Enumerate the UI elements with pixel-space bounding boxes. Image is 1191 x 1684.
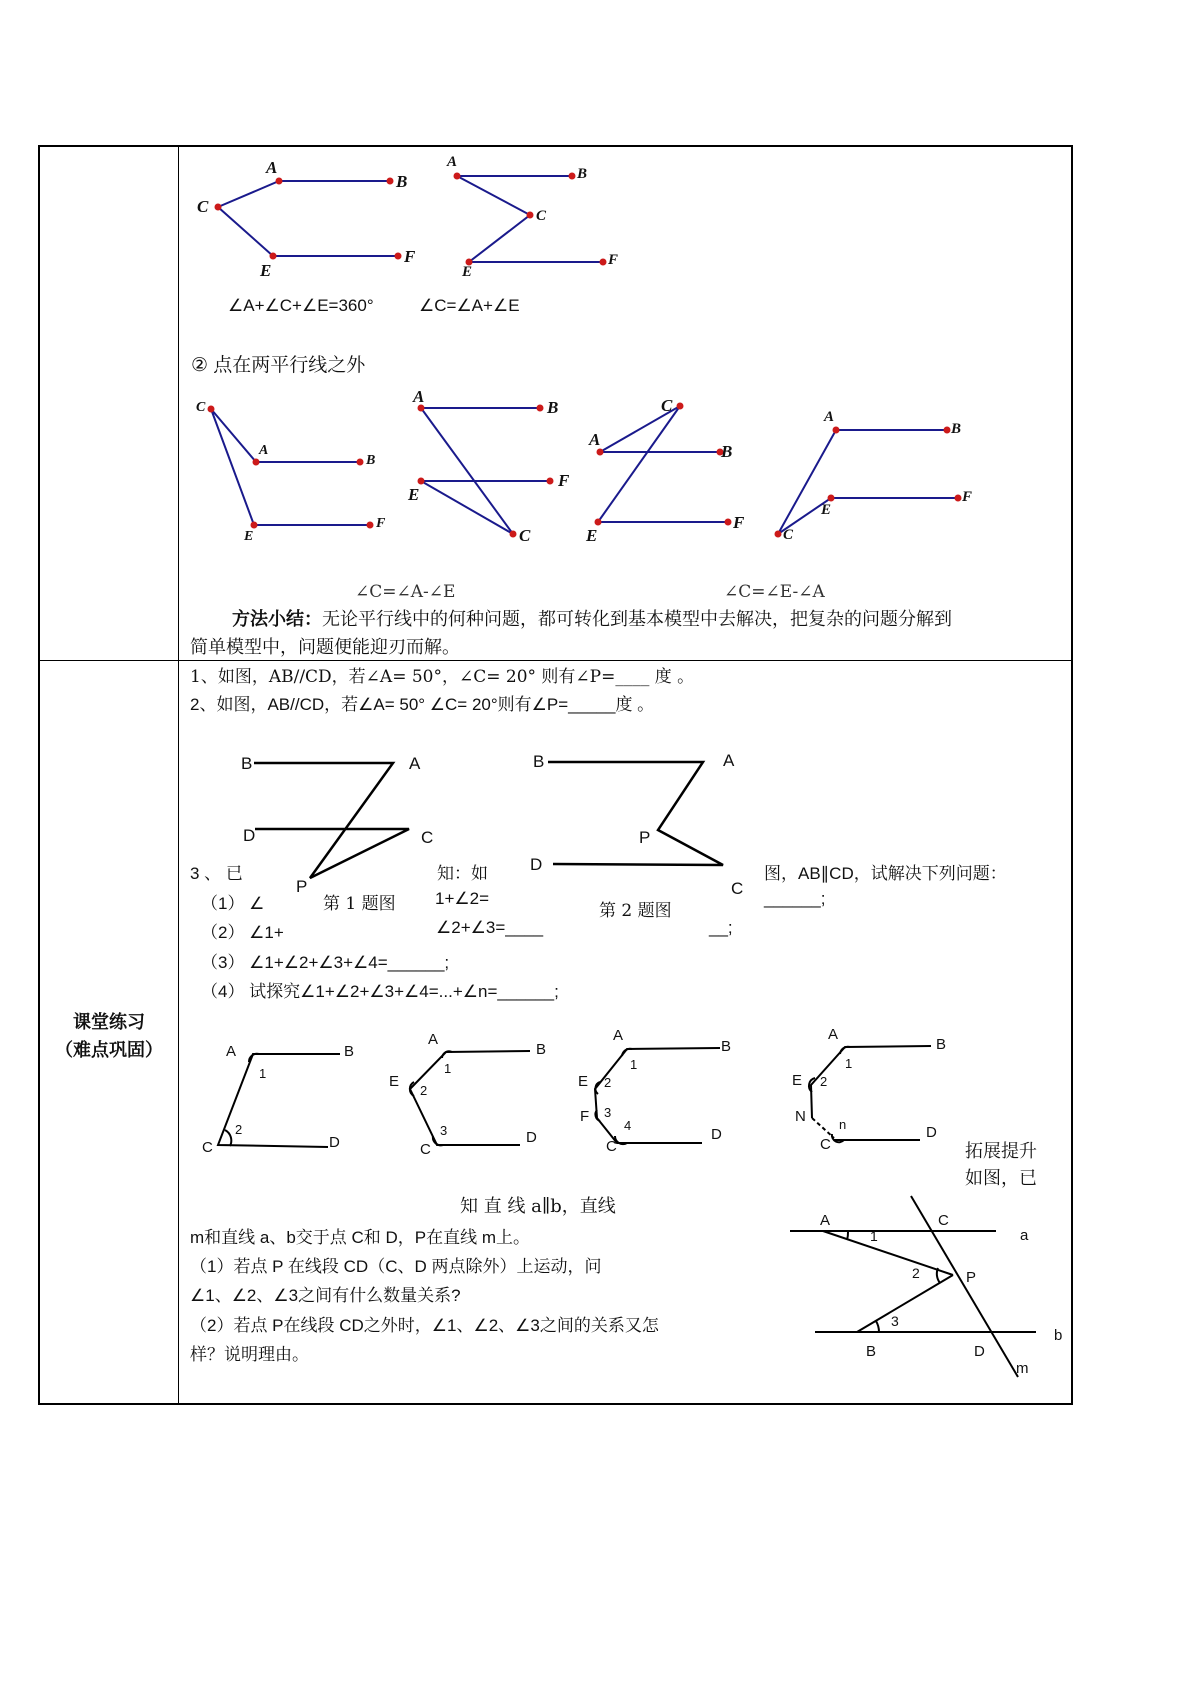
label-a: A — [824, 409, 835, 425]
angle-label-1: 1 — [845, 1056, 853, 1071]
q4-line4: ∠1、∠2、∠3之间有什么数量关系? — [190, 1286, 461, 1305]
side-label-line2: （难点巩固） — [55, 1040, 163, 1060]
q4-line6: 样？说明理由。 — [190, 1345, 309, 1364]
summary-title: 方法小结： — [232, 609, 322, 630]
caption-outside-right: ∠C=∠E-∠A — [724, 582, 825, 602]
label-a: A — [828, 1026, 839, 1043]
angle-label-3: 3 — [891, 1313, 899, 1329]
label-f: F — [558, 471, 570, 490]
fig2-caption: ∠C=∠A+∠E — [419, 296, 520, 315]
label-d: D — [711, 1126, 722, 1143]
angle-label-4: 4 — [624, 1118, 632, 1133]
label-b: B — [366, 453, 376, 468]
label-e: E — [408, 485, 420, 504]
label-a: A — [409, 754, 421, 773]
q4-line1b: 知 直 线 a∥b，直线 — [460, 1196, 616, 1217]
label-p: P — [639, 828, 651, 847]
label-c: C — [783, 527, 794, 543]
label-a: A — [820, 1212, 831, 1229]
q3-fig2 — [410, 1051, 530, 1145]
q3-fig4-dashed — [812, 1118, 834, 1138]
label-b: B — [951, 421, 962, 437]
angle-mark — [225, 1130, 231, 1146]
q4-line2: m和直线 a、b交于点 C和 D，P在直线 m上。 — [190, 1228, 531, 1247]
label-c: C — [421, 828, 434, 847]
label-e: E — [586, 526, 598, 545]
label-b: B — [396, 172, 408, 191]
label-a: A — [613, 1027, 624, 1044]
label-c: C — [202, 1139, 213, 1156]
angle-mark — [442, 1051, 452, 1058]
caption-outside-left: ∠C=∠A-∠E — [355, 582, 456, 602]
side-label-line1: 课堂练习 — [73, 1012, 145, 1032]
q3-part2-b: ∠2+∠3=____ — [436, 918, 544, 937]
label-e: E — [389, 1073, 400, 1090]
q3-part4: （4） 试探究∠1+∠2+∠3+∠4=...+∠n=______; — [201, 982, 559, 1001]
label-d: D — [530, 855, 543, 874]
q4-line1a: 如图，已 — [965, 1168, 1037, 1189]
label-c: C — [519, 526, 531, 545]
q3-suffix: 图，AB∥CD，试解决下列问题： — [764, 864, 1007, 883]
label-c: C — [938, 1212, 949, 1229]
label-n: N — [795, 1108, 806, 1125]
label-f: F — [733, 513, 745, 532]
label-f: F — [404, 247, 416, 266]
subtitle-outside: ② 点在两平行线之外 — [191, 355, 366, 376]
label-f: F — [608, 252, 619, 268]
label-p: P — [296, 877, 308, 896]
q2-figure — [548, 762, 723, 865]
label-c: C — [606, 1138, 617, 1155]
q3-prefix-b: 知：如 — [437, 864, 488, 883]
label-a: A — [413, 387, 425, 406]
angle-label-n: n — [839, 1117, 847, 1132]
label-d: D — [974, 1343, 985, 1360]
q4-line5: （2）若点 P在线段 CD之外时，∠1、∠2、∠3之间的关系又怎 — [190, 1316, 659, 1335]
q3-part1-b: 1+∠2= — [435, 889, 490, 908]
angle-label-1: 1 — [444, 1061, 452, 1076]
q1-figure-caption: 第 1 题图 — [323, 894, 396, 914]
q3-part1-a: （1） ∠ — [201, 894, 265, 913]
label-e: E — [792, 1072, 803, 1089]
label-a: A — [723, 751, 735, 770]
label-a: A — [259, 443, 269, 458]
label-c: C — [420, 1141, 431, 1158]
extend-title: 拓展提升 — [965, 1141, 1037, 1162]
q3-part3: （3） ∠1+∠2+∠3+∠4=______; — [201, 953, 450, 972]
label-e: E — [244, 529, 254, 544]
q3-fig3 — [595, 1048, 720, 1143]
label-c: C — [820, 1136, 831, 1153]
line-m — [911, 1196, 1018, 1377]
label-a: A — [447, 154, 458, 170]
label-d: D — [926, 1124, 937, 1141]
label-f: F — [580, 1108, 590, 1125]
label-a: A — [266, 158, 278, 177]
label-a: A — [226, 1043, 237, 1060]
angle-label-1: 1 — [259, 1066, 267, 1081]
label-b: B — [936, 1036, 947, 1053]
angle-label-2: 2 — [235, 1122, 243, 1137]
label-d: D — [329, 1134, 340, 1151]
q3-fig4 — [811, 1046, 931, 1118]
label-b: B — [344, 1043, 355, 1060]
angle-label-2: 2 — [420, 1083, 428, 1098]
q3-part2-c: __; — [709, 918, 733, 937]
label-d: D — [526, 1129, 537, 1146]
q3-prefix-a: 3 、 已 — [190, 864, 243, 883]
angle-label-1: 1 — [630, 1057, 638, 1072]
q3-part1-c: ______; — [764, 889, 826, 908]
label-a: A — [428, 1031, 439, 1048]
label-e: E — [260, 261, 272, 280]
label-e: E — [462, 264, 473, 280]
label-c: C — [661, 396, 673, 415]
segment-ap — [823, 1231, 953, 1275]
q2-figure-caption: 第 2 题图 — [599, 901, 672, 921]
q4-line3: （1）若点 P 在线段 CD（C、D 两点除外）上运动，问 — [190, 1257, 602, 1276]
q1-figure — [254, 763, 409, 878]
segment-bp — [857, 1275, 953, 1332]
question-2: 2、如图，AB//CD，若∠A= 50° ∠C= 20°则有∠P=_____度 。 — [190, 695, 655, 714]
angle-label-3: 3 — [604, 1105, 612, 1120]
label-f: F — [376, 516, 386, 531]
label-b: B — [536, 1041, 547, 1058]
angle-label-3: 3 — [440, 1123, 448, 1138]
label-c: C — [536, 208, 547, 224]
summary-line2: 简单模型中，问题便能迎刃而解。 — [190, 637, 460, 658]
label-a: A — [589, 430, 601, 449]
angle-label-2: 2 — [604, 1075, 612, 1090]
label-c: C — [196, 400, 206, 415]
label-b: B — [866, 1343, 877, 1360]
q3-part2-a: （2） ∠1+ — [201, 923, 284, 942]
label-b: B — [547, 398, 559, 417]
label-line-b: b — [1054, 1327, 1063, 1344]
label-d: D — [243, 826, 256, 845]
fig1-caption: ∠A+∠C+∠E=360° — [228, 296, 374, 315]
angle-mark — [876, 1321, 879, 1332]
label-e: E — [578, 1073, 589, 1090]
label-line-a: a — [1020, 1227, 1029, 1244]
angle-label-2: 2 — [820, 1074, 828, 1089]
label-b: B — [721, 1038, 732, 1055]
label-b: B — [721, 442, 733, 461]
question-1: 1、如图，AB//CD，若∠A= 50°，∠C= 20° 则有∠P=____ 度 。 — [190, 667, 695, 687]
angle-label-1: 1 — [870, 1228, 878, 1244]
label-p: P — [966, 1269, 977, 1286]
label-f: F — [962, 489, 973, 505]
label-b: B — [241, 754, 253, 773]
angle-label-2: 2 — [912, 1265, 920, 1281]
label-b: B — [533, 752, 545, 771]
label-line-m: m — [1016, 1360, 1029, 1377]
label-b: B — [577, 166, 588, 182]
label-e: E — [821, 502, 832, 518]
label-c: C — [197, 197, 209, 216]
summary-line1: 无论平行线中的何种问题，都可转化到基本模型中去解决，把复杂的问题分解到 — [322, 609, 952, 630]
angle-mark — [847, 1232, 848, 1240]
label-c: C — [731, 879, 744, 898]
